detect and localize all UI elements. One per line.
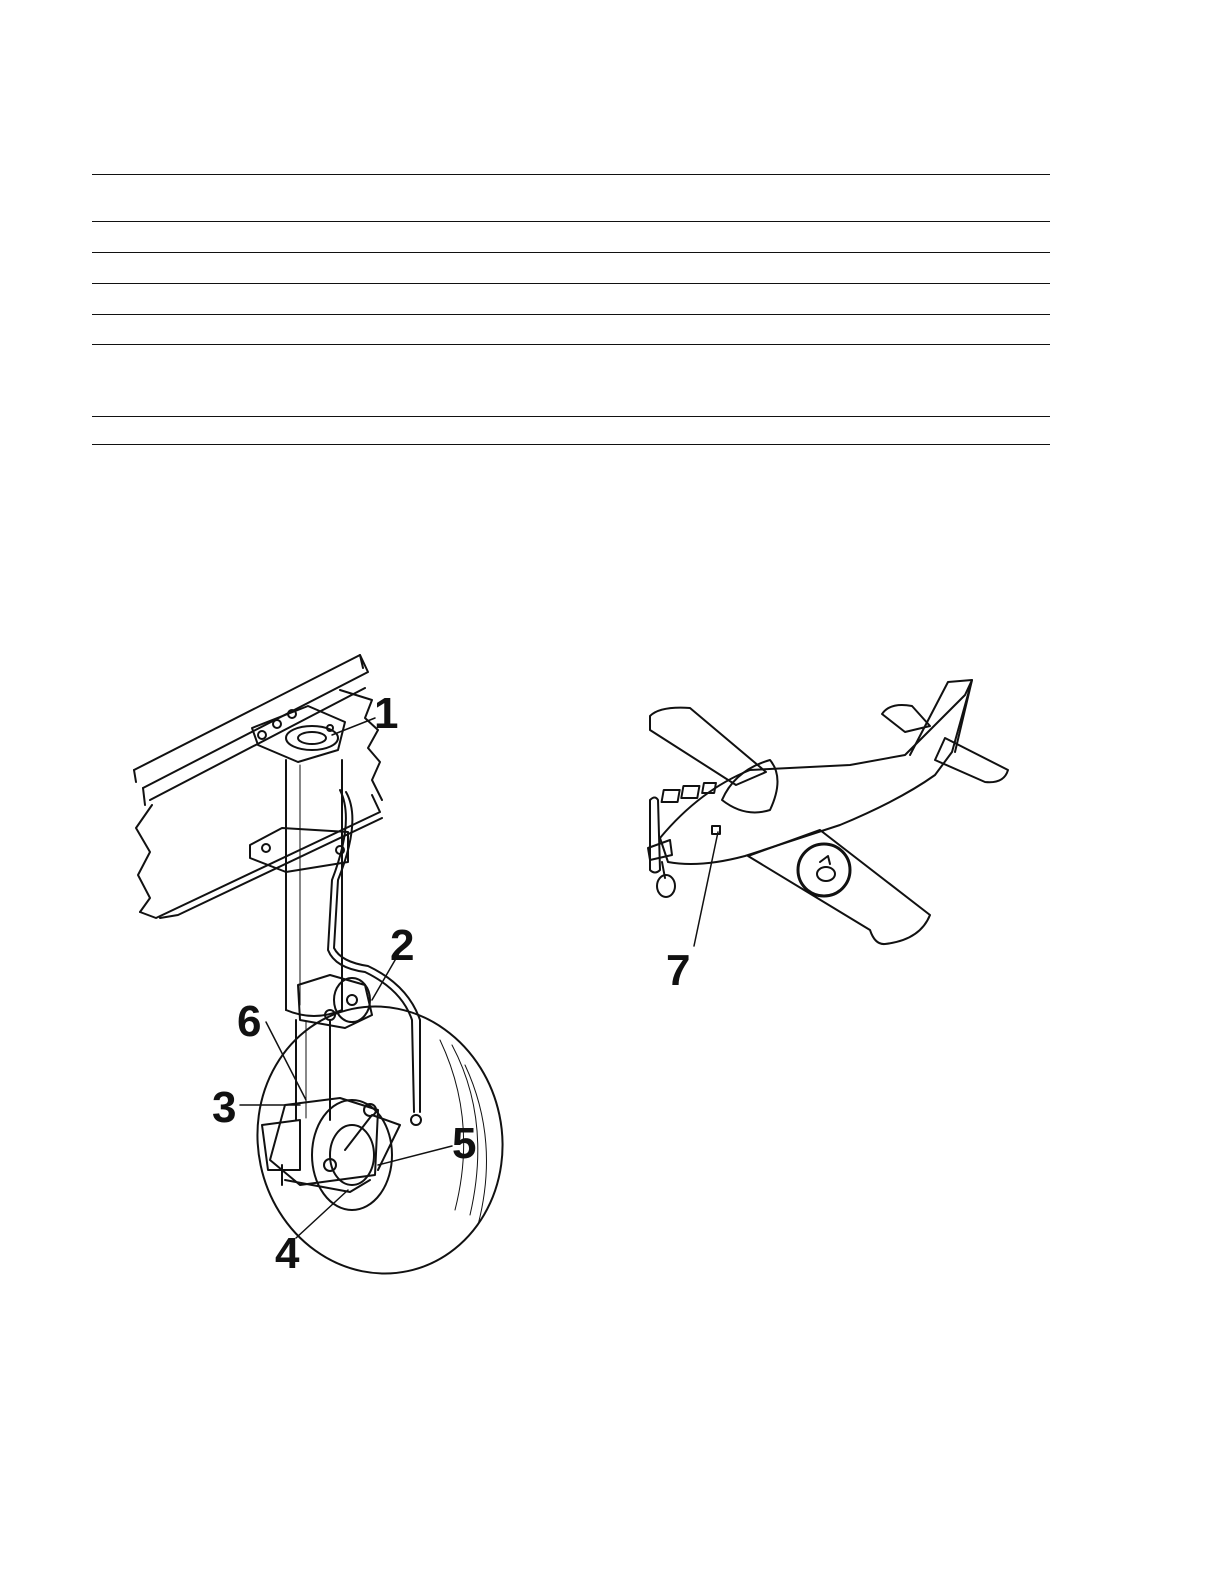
structure-beams <box>134 655 382 918</box>
upper-mount-plate <box>252 706 345 762</box>
airplane-canopy <box>722 760 778 812</box>
strut-cylinder <box>286 760 342 1016</box>
callout-7: 7 <box>666 946 691 995</box>
airplane-tail-fin <box>910 680 972 755</box>
callout-5: 5 <box>452 1119 477 1168</box>
torque-link-housing <box>298 975 372 1028</box>
access-panel-marker <box>712 826 720 834</box>
callout-6: 6 <box>237 997 262 1046</box>
callout-1: 1 <box>374 689 399 738</box>
airplane-stabilizer <box>882 705 930 732</box>
callout-2: 2 <box>390 921 415 970</box>
detail-circle <box>798 844 850 896</box>
callout-4: 4 <box>275 1229 300 1278</box>
nose-gear-illustration <box>134 655 527 1296</box>
airplane-window <box>662 790 680 802</box>
airplane-fuselage <box>660 680 972 864</box>
airplane-window <box>681 786 699 798</box>
airplane-wing-left <box>650 708 766 785</box>
callout-3: 3 <box>212 1083 237 1132</box>
